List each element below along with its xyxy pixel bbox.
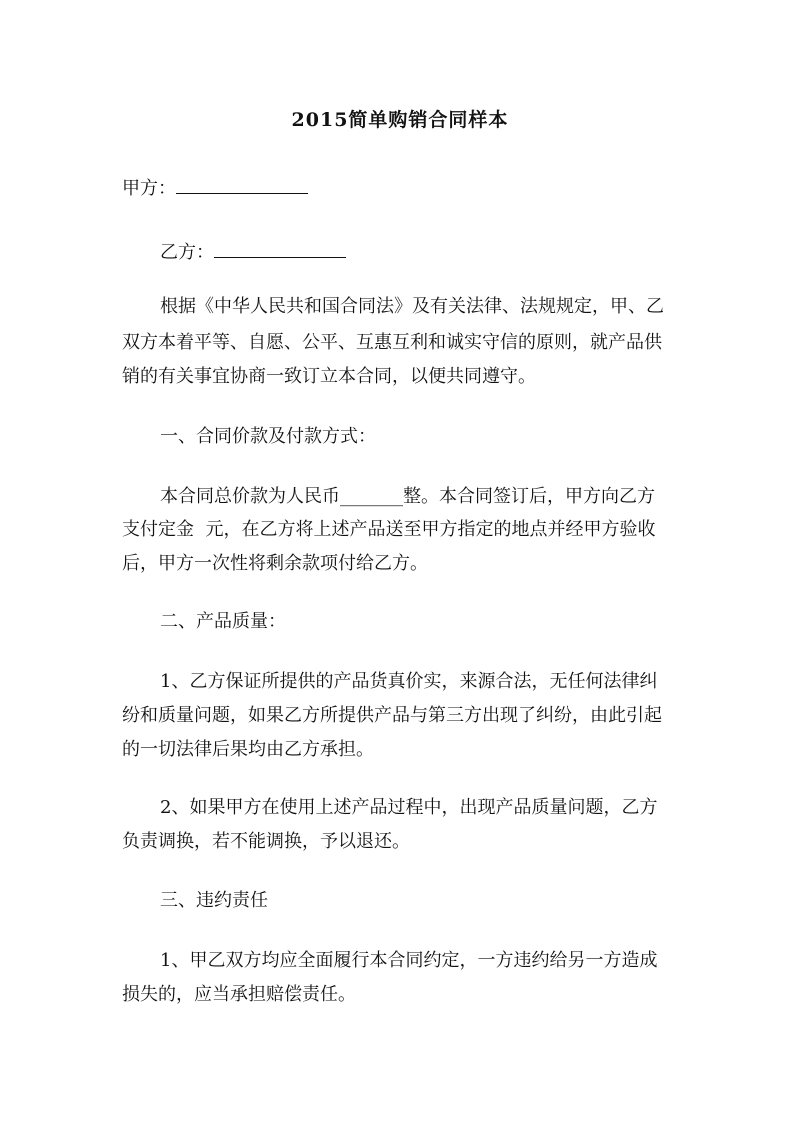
section2-item1-line-3: 的一切法律后果均由乙方承担。 — [122, 739, 374, 760]
document-title: 2015简单购销合同样本 — [291, 109, 509, 131]
party-a-blank — [176, 175, 308, 194]
section1-line-1: 本合同总价款为人民币_______整。本合同签订后，甲方向乙方 — [160, 486, 655, 507]
section3-item1-line-2: 损失的，应当承担赔偿责任。 — [122, 984, 356, 1005]
section1-heading: 一、合同价款及付款方式： — [160, 426, 376, 447]
section3-item1-line-1: 1、甲乙双方均应全面履行本合同约定，一方违约给另一方造成 — [160, 950, 658, 971]
party-a-label: 甲方： — [122, 178, 176, 199]
section2-item2-line-1: 2、如果甲方在使用上述产品过程中，出现产品质量问题，乙方 — [160, 797, 658, 818]
intro-line-3: 销的有关事宜协商一致订立本合同，以便共同遵守。 — [122, 366, 536, 387]
section3-heading: 三、违约责任 — [160, 890, 268, 911]
party-b-label: 乙方： — [160, 242, 214, 263]
section2-item2-line-2: 负责调换，若不能调换，予以退还。 — [122, 831, 410, 852]
party-b-line — [160, 238, 346, 268]
section1-line-3: 后，甲方一次性将剩余款项付给乙方。 — [122, 553, 428, 574]
section2-item1-line-1: 1、乙方保证所提供的产品货真价实，来源合法，无任何法律纠 — [160, 671, 658, 692]
section2-item1-line-2: 纷和质量问题，如果乙方所提供产品与第三方出现了纠纷，由此引起 — [122, 705, 662, 726]
intro-line-1: 根据《中华人民共和国合同法》及有关法律、法规规定，甲、乙 — [160, 296, 664, 317]
section2-heading: 二、产品质量： — [160, 611, 286, 632]
intro-line-2: 双方本着平等、自愿、公平、互惠互利和诚实守信的原则，就产品供 — [122, 332, 662, 353]
section1-line-2: 支付定金 元，在乙方将上述产品送至甲方指定的地点并经甲方验收 — [122, 519, 656, 540]
party-a-line — [122, 174, 308, 204]
party-b-blank — [214, 239, 346, 258]
